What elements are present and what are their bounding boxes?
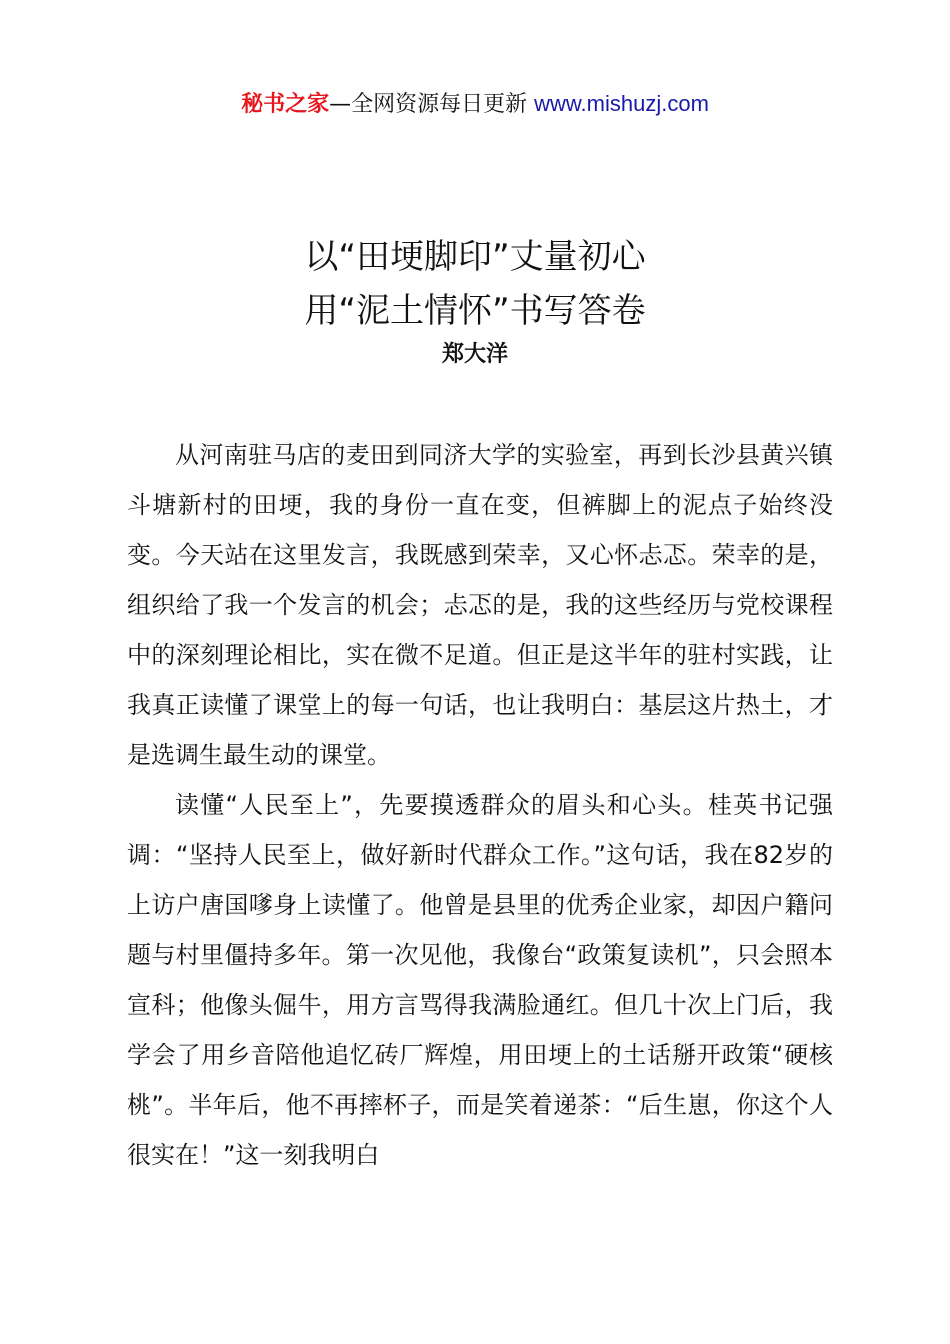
document-body bbox=[127, 430, 833, 1180]
site-header bbox=[0, 88, 950, 121]
title-line-2: 用“泥土情怀”书写答卷 bbox=[304, 291, 646, 331]
site-brand: 秘书之家 bbox=[241, 92, 330, 117]
paragraph: 读懂“人民至上”，先要摸透群众的眉头和心头。桂英书记强调：“坚持人民至上，做好新时代群众工作。”这句话，我在82岁的上访户唐国嗲身上读懂了。他曾是县里的优秀企业家，却因户籍问题与村里僵持多年。第一次见他，我像台“政策复读机”，只会照本宣科；他像头倔牛，用方言骂得我满脸通红。但几十次上门后，我学会了用乡音陪他追忆砖厂辉煌，用田埂上的土话掰开政策“硬核桃”。半年后，他不再摔杯子，而是笑着递茶：“后生崽，你这个人很实在！”这一刻我明白 bbox=[127, 791, 833, 1169]
author-name: 郑大洋 bbox=[441, 342, 508, 367]
document-title bbox=[0, 230, 950, 338]
site-url-link[interactable]: www.mishuzj.com bbox=[534, 91, 709, 116]
title-line-1: 以“田埂脚印”丈量初心 bbox=[304, 237, 646, 277]
site-tagline: —全网资源每日更新 bbox=[329, 92, 528, 117]
paragraph: 从河南驻马店的麦田到同济大学的实验室，再到长沙县黄兴镇斗塘新村的田埂，我的身份一直在变，但裤脚上的泥点子始终没变。今天站在这里发言，我既感到荣幸，又心怀忐忑。荣幸的是，组织给了我一个发言的机会；忐忑的是，我的这些经历与党校课程中的深刻理论相比，实在微不足道。但正是这半年的驻村实践，让我真正读懂了课堂上的每一句话，也让我明白：基层这片热土，才是选调生最生动的课堂。 bbox=[127, 441, 833, 769]
